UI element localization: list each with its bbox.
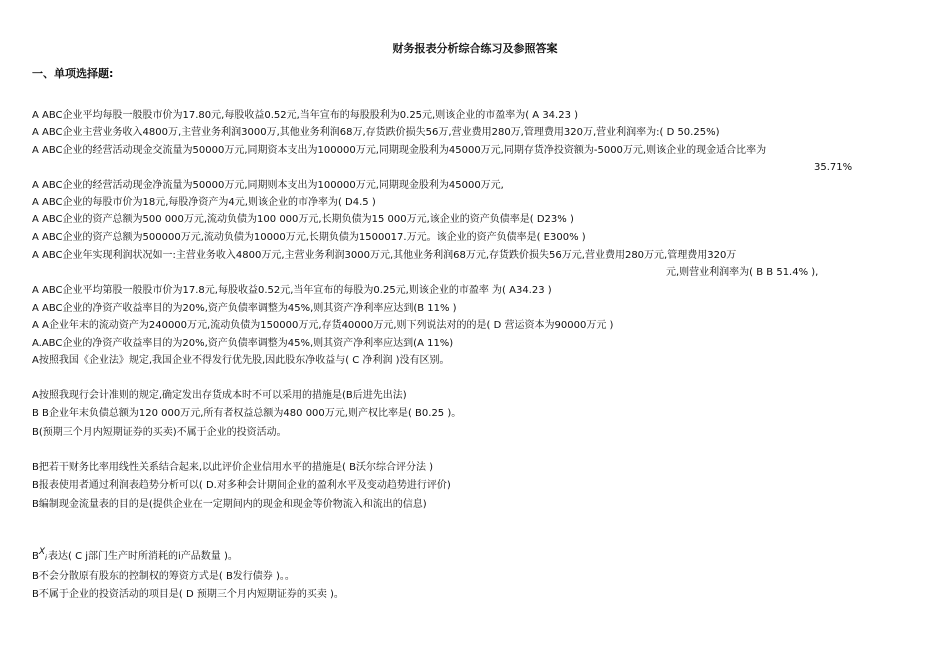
question-line: A按照我现行会计准则的规定,确定发出存货成本时不可以采用的措施是(B后进先出法) xyxy=(32,390,407,401)
question-line: B B企业年末负债总额为120 000万元,所有者权益总额为480 000万元,则产权比率是( B0.25 )。 xyxy=(32,408,462,419)
question-line-continuation: 元,则营业利润率为( B B 51.4% ), xyxy=(666,267,819,278)
formula-subscript: i xyxy=(45,554,47,562)
question-line: A ABC企业的经营活动现金净流量为50000万元,同期则本支出为100000万元,同期现金股利为45000万元, xyxy=(32,180,504,191)
question-line-continuation: 35.71% xyxy=(814,162,853,173)
question-line: A A企业年末的流动资产为240000万元,流动负债为150000万元,存货40000万元,则下列说法对的的是( D 营运资本为90000万元 ) xyxy=(32,320,614,331)
question-line: A ABC企业的经营活动现金交流量为50000万元,同期资本支出为100000万元,同期现金股利为45000万元,同期存货净投资额为-5000万元,则该企业的现金适合比率为 xyxy=(32,145,767,156)
question-line: A.ABC企业的净资产收益率目的为20%,资产负债率调整为45%,则其资产净利率应达到(A 11%) xyxy=(32,338,454,349)
question-line: B不属于企业的投资活动的项目是( D 预期三个月内短期证券的买卖 )。 xyxy=(32,589,344,600)
question-line: A ABC企业的每股市价为18元,每股净资产为4元,则该企业的市净率为( D4.5 ) xyxy=(32,197,376,208)
question-line: A ABC企业的净资产收益率目的为20%,资产负债率调整为45%,则其资产净利率应达到(B 11% ) xyxy=(32,303,457,314)
question-line: B把若干财务比率用线性关系结合起来,以此评价企业信用水平的措施是( B沃尔综合评分法 ) xyxy=(32,462,434,473)
question-line: B(预期三个月内短期证券的买卖)不属于企业的投资活动。 xyxy=(32,427,287,438)
question-line: A按照我国《企业法》规定,我国企业不得发行优先股,因此股东净收益与( C 净利润 )没有区别。 xyxy=(32,355,450,366)
question-line: A ABC企业年实现利润状况如一:主营业务收入4800万元,主营业务利润3000万元,其他业务利润68万元,存货跌价损失56万元,营业费用280万元,管理费用320万 xyxy=(32,250,737,261)
question-line: A ABC企业平均第股一般股市价为17.8元,每股收益0.52元,当年宣布的每股为0.25元,则该企业的市盈率 为( A34.23 ) xyxy=(32,285,552,296)
formula-symbol: X xyxy=(38,547,46,557)
question-line: A ABC企业的资产总额为500 000万元,流动负债为100 000万元,长期负债为15 000万元,该企业的资产负债率是( D23% ) xyxy=(32,214,574,225)
question-line: A ABC企业主营业务收入4800万,主营业务利润3000万,其他业务利润68万,存货跌价损失56万,营业费用280万,管理费用320万,营业利润率为:( D 50.25%) xyxy=(32,127,720,138)
question-line: A ABC企业平均每股一般股市价为17.80元,每股收益0.52元,当年宣布的每股股利为0.25元,则该企业的市盈率为( A 34.23 ) xyxy=(32,110,579,121)
question-line: B编制现金流量表的目的是(提供企业在一定期间内的现金和现金等价物流入和流出的信息) xyxy=(32,499,427,510)
formula-line-text: 表达( C j部门生产时所消耗的i产品数量 )。 xyxy=(48,551,238,562)
question-line: B不会分散原有股东的控制权的筹资方式是( B发行债券 )。。 xyxy=(32,571,295,582)
question-line: B报表使用者通过利润表趋势分析可以( D.对多种会计期间企业的盈利水平及变动趋势进行评价) xyxy=(32,480,451,491)
section-heading: 一、单项选择题: xyxy=(32,67,114,80)
formula-prefix: B xyxy=(32,551,39,562)
question-line: A ABC企业的资产总额为500000万元,流动负债为10000万元,长期负债为1500017.万元。该企业的资产负债率是( E300% ) xyxy=(32,232,586,243)
document-title: 财务报表分析综合练习及参照答案 xyxy=(392,42,558,55)
question-line-formula xyxy=(32,546,238,565)
